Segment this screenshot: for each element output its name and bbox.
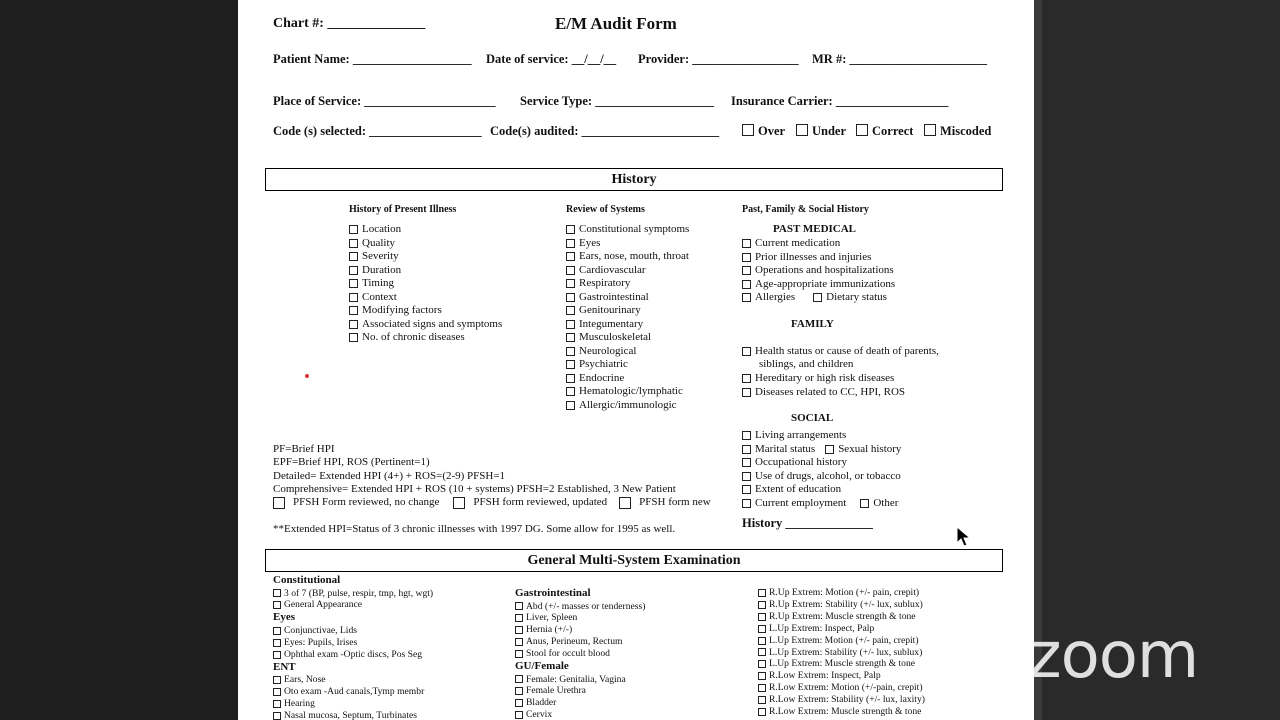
checkbox-icon[interactable] [273,712,281,720]
checklist-item: Context [349,291,502,305]
note-epf: EPF=Brief HPI, ROS (Pertinent=1) [273,456,430,468]
note-pf: PF=Brief HPI [273,443,335,455]
checkbox-icon[interactable] [566,320,575,329]
checkbox-icon[interactable] [566,401,575,410]
form-title: E/M Audit Form [555,14,677,33]
exam-item: Female: Genitalia, Vagina [515,674,645,686]
checkbox-icon[interactable] [349,306,358,315]
checkbox-icon[interactable] [742,458,751,467]
exam-item: Hernia (+/-) [515,624,645,636]
checklist-item: Cardiovascular [566,264,689,278]
checkbox-icon[interactable] [273,497,285,509]
checkbox-icon[interactable] [742,472,751,481]
checkbox-icon[interactable] [349,320,358,329]
exam-item: Female Urethra [515,685,645,697]
document-page [238,0,1034,720]
social-heading: SOCIAL [791,412,834,424]
checkbox-icon[interactable] [566,360,575,369]
allergies-row: Allergies Dietary status [742,291,887,305]
checkbox-icon[interactable] [273,601,281,609]
checkbox-icon[interactable] [453,497,465,509]
checkbox-icon[interactable] [825,445,834,454]
checkbox-icon[interactable] [566,306,575,315]
exam-subheading: GU/Female [515,660,569,673]
checkbox-icon[interactable] [273,627,281,635]
family-item-health-status-cont: siblings, and children [759,358,854,370]
checklist-item: Associated signs and symptoms [349,318,502,332]
checkbox-icon[interactable] [742,374,751,383]
exam-item: R.Up Extrem: Stability (+/- lux, sublux) [758,599,925,611]
checklist-item: Occupational history [742,456,901,470]
exam-item: Oto exam -Aud canals,Tymp membr [273,686,433,698]
checkbox-icon[interactable] [515,675,523,683]
miscoded-checkbox[interactable]: Miscoded [924,124,991,139]
exam-item: R.Low Extrem: Stability (+/- lux, laxity) [758,694,925,706]
checkbox-icon[interactable] [742,280,751,289]
patient-name-field: Patient Name: ___________________ [273,52,472,66]
hpi-list [349,223,502,345]
under-checkbox[interactable]: Under [796,124,846,139]
exam-item: Bladder [515,697,645,709]
checklist-item: Quality [349,237,502,251]
checkbox-icon[interactable] [566,225,575,234]
exam-item: L.Up Extrem: Muscle strength & tone [758,658,925,670]
family-heading: FAMILY [791,318,834,330]
exam-item: Hearing [273,698,433,710]
checkbox-icon[interactable] [349,293,358,302]
exam-item: General Appearance [273,599,433,611]
checkbox-icon[interactable] [758,648,766,656]
exam-column-1 [273,574,433,720]
exam-subheading: ENT [273,660,296,673]
exam-item: Stool for occult blood [515,648,645,660]
checkbox-icon[interactable] [566,347,575,356]
checkbox-icon[interactable] [742,388,751,397]
checklist-item: Timing [349,277,502,291]
note-comprehensive: Comprehensive= Extended HPI + ROS (10 + systems) PFSH=2 Established, 3 New Patient [273,483,676,495]
family-list [742,372,905,399]
service-type-field: Service Type: ___________________ [520,94,714,108]
exam-subheading: Eyes [273,611,295,624]
checkbox-icon[interactable] [758,684,766,692]
correct-checkbox[interactable]: Correct [856,124,913,139]
checkbox-icon [796,124,808,136]
checkbox-icon[interactable] [349,333,358,342]
checkbox-icon[interactable] [758,589,766,597]
checklist-item: Endocrine [566,372,689,386]
checkbox-icon[interactable] [758,637,766,645]
exam-item: R.Low Extrem: Muscle strength & tone [758,706,925,718]
checkbox-icon[interactable] [758,672,766,680]
checkbox-icon[interactable] [813,293,822,302]
date-of-service-field: Date of service: __/__/__ [486,52,617,66]
code-selected-field: Code (s) selected: __________________ [273,124,482,138]
checkbox-icon[interactable] [349,239,358,248]
ros-list [566,223,689,412]
checkbox-icon[interactable] [742,499,751,508]
checklist-item: Location [349,223,502,237]
exam-item: L.Up Extrem: Stability (+/- lux, sublux) [758,647,925,659]
checkbox-icon[interactable] [758,660,766,668]
checkbox-icon[interactable] [515,614,523,622]
checkbox-icon[interactable] [860,499,869,508]
insurance-carrier-field: Insurance Carrier: __________________ [731,94,949,108]
checkbox-icon[interactable] [273,589,281,597]
checkbox-icon[interactable] [758,625,766,633]
checkbox-icon[interactable] [566,279,575,288]
checkbox-icon[interactable] [515,650,523,658]
history-section-header: History [265,168,1003,191]
exam-item: R.Low Extrem: Inspect, Palp [758,670,925,682]
exam-item: R.Low Extrem: Motion (+/-pain, crepit) [758,682,925,694]
exam-column-3 [758,587,925,718]
checkbox-icon[interactable] [742,347,751,356]
checkbox-icon[interactable] [566,387,575,396]
checkbox-icon[interactable] [742,431,751,440]
checklist-item: Age-appropriate immunizations [742,278,895,292]
exam-item: Cervix [515,709,645,720]
exam-item: Nasal mucosa, Septum, Turbinates [273,710,433,720]
checkbox-icon[interactable] [515,687,523,695]
checkbox-icon[interactable] [566,374,575,383]
exam-item: L.Up Extrem: Inspect, Palp [758,623,925,635]
chart-number-field: Chart #: ______________ [273,16,426,31]
exam-section-header: General Multi-System Examination [265,549,1003,572]
checkbox-icon[interactable] [515,602,523,610]
past-medical-list [742,237,895,291]
social-employment-row: Current employment Other [742,497,898,511]
exam-item: Ears, Nose [273,674,433,686]
checkbox-icon[interactable] [619,497,631,509]
mouse-cursor-icon [956,526,972,548]
checklist-item: Ears, nose, mouth, throat [566,250,689,264]
checkbox-icon[interactable] [758,613,766,621]
checkbox-icon[interactable] [742,253,751,262]
checklist-item: Hematologic/lymphatic [566,385,689,399]
checkbox-icon[interactable] [273,700,281,708]
checklist-item: Integumentary [566,318,689,332]
checkbox-icon[interactable] [566,266,575,275]
checklist-item: Operations and hospitalizations [742,264,895,278]
checkbox-icon[interactable] [273,676,281,684]
exam-item: 3 of 7 (BP, pulse, respir, tmp, hgt, wgt) [273,588,433,600]
note-detailed: Detailed= Extended HPI (4+) + ROS=(2-9) PFSH=1 [273,470,506,482]
checklist-item: Genitourinary [566,304,689,318]
checkbox-icon[interactable] [349,225,358,234]
checkbox-icon[interactable] [566,333,575,342]
exam-subheading: Constitutional [273,574,341,586]
right-backdrop [1034,0,1280,720]
checkbox-icon [924,124,936,136]
code-audited-field: Code(s) audited: ______________________ [490,124,720,138]
note-extended-hpi: **Extended HPI=Status of 3 chronic illnesses with 1997 DG. Some allow for 1995 as well. [273,523,676,535]
checklist-item: Gastrointestinal [566,291,689,305]
zoom-watermark: zoom [1028,619,1199,693]
exam-item: R.Up Extrem: Motion (+/- pain, crepit) [758,587,925,599]
checklist-item: Neurological [566,345,689,359]
place-of-service-field: Place of Service: _____________________ [273,94,496,108]
checklist-item: Musculoskeletal [566,331,689,345]
checkbox-icon[interactable] [566,293,575,302]
exam-item: Eyes: Pupils, Irises [273,637,433,649]
checklist-item: Allergic/immunologic [566,399,689,413]
social-list [742,456,901,497]
exam-column-2 [515,587,645,720]
checkbox-icon[interactable] [758,708,766,716]
checklist-item: Extent of education [742,483,901,497]
checkbox-icon[interactable] [273,651,281,659]
checkbox-icon[interactable] [742,266,751,275]
checklist-item: Prior illnesses and injuries [742,251,895,265]
checkbox-icon[interactable] [742,239,751,248]
checklist-item: Psychiatric [566,358,689,372]
checklist-item: Use of drugs, alcohol, or tobacco [742,470,901,484]
checklist-item: Eyes [566,237,689,251]
checkbox-icon[interactable] [758,696,766,704]
checkbox-icon[interactable] [515,699,523,707]
hpi-heading: History of Present Illness [349,204,457,215]
checkbox-icon[interactable] [515,626,523,634]
checkbox-icon[interactable] [566,239,575,248]
exam-item: Conjunctivae, Lids [273,625,433,637]
social-marital-row: Marital status Sexual history [742,443,901,457]
checkbox-icon[interactable] [742,293,751,302]
checklist-item: Hereditary or high risk diseases [742,372,905,386]
checklist-item: Modifying factors [349,304,502,318]
ros-heading: Review of Systems [566,204,645,215]
over-checkbox[interactable]: Over [742,124,785,139]
checklist-item: Respiratory [566,277,689,291]
exam-item: R.Up Extrem: Muscle strength & tone [758,611,925,623]
family-item-health-status: Health status or cause of death of parents, [742,345,939,359]
checkbox-icon[interactable] [273,688,281,696]
checkbox-icon[interactable] [515,638,523,646]
exam-item: Abd (+/- masses or tenderness) [515,601,645,613]
exam-item: L.Up Extrem: Motion (+/- pain, crepit) [758,635,925,647]
past-medical-heading: PAST MEDICAL [773,223,857,235]
checkbox-icon[interactable] [758,601,766,609]
checklist-item: No. of chronic diseases [349,331,502,345]
checkbox-icon[interactable] [742,485,751,494]
checkbox-icon [742,124,754,136]
checkbox-icon[interactable] [349,252,358,261]
provider-field: Provider: _________________ [638,52,799,66]
checklist-item: Duration [349,264,502,278]
exam-subheading: Gastrointestinal [515,587,591,599]
checkbox-icon[interactable] [742,445,751,454]
checklist-item: Severity [349,250,502,264]
exam-item: Ophthal exam -Optic discs, Pos Seg [273,649,433,661]
exam-item: Anus, Perineum, Rectum [515,636,645,648]
left-backdrop [0,0,238,720]
checklist-item: Diseases related to CC, HPI, ROS [742,386,905,400]
pfsh-heading: Past, Family & Social History [742,204,869,215]
checkbox-icon[interactable] [349,279,358,288]
checkbox-icon [856,124,868,136]
checkbox-icon[interactable] [349,266,358,275]
exam-item: Liver, Spleen [515,612,645,624]
checklist-item: Current medication [742,237,895,251]
red-marker [305,374,309,378]
mr-number-field: MR #: ______________________ [812,52,987,66]
checkbox-icon[interactable] [273,639,281,647]
checkbox-icon[interactable] [515,711,523,719]
checkbox-icon[interactable] [566,252,575,261]
checklist-item: Constitutional symptoms [566,223,689,237]
history-level-field: History ______________ [742,516,873,530]
social-living-row: Living arrangements [742,429,846,443]
pfsh-review-row: PFSH Form reviewed, no change PFSH form reviewed, updated PFSH form new [273,496,711,510]
